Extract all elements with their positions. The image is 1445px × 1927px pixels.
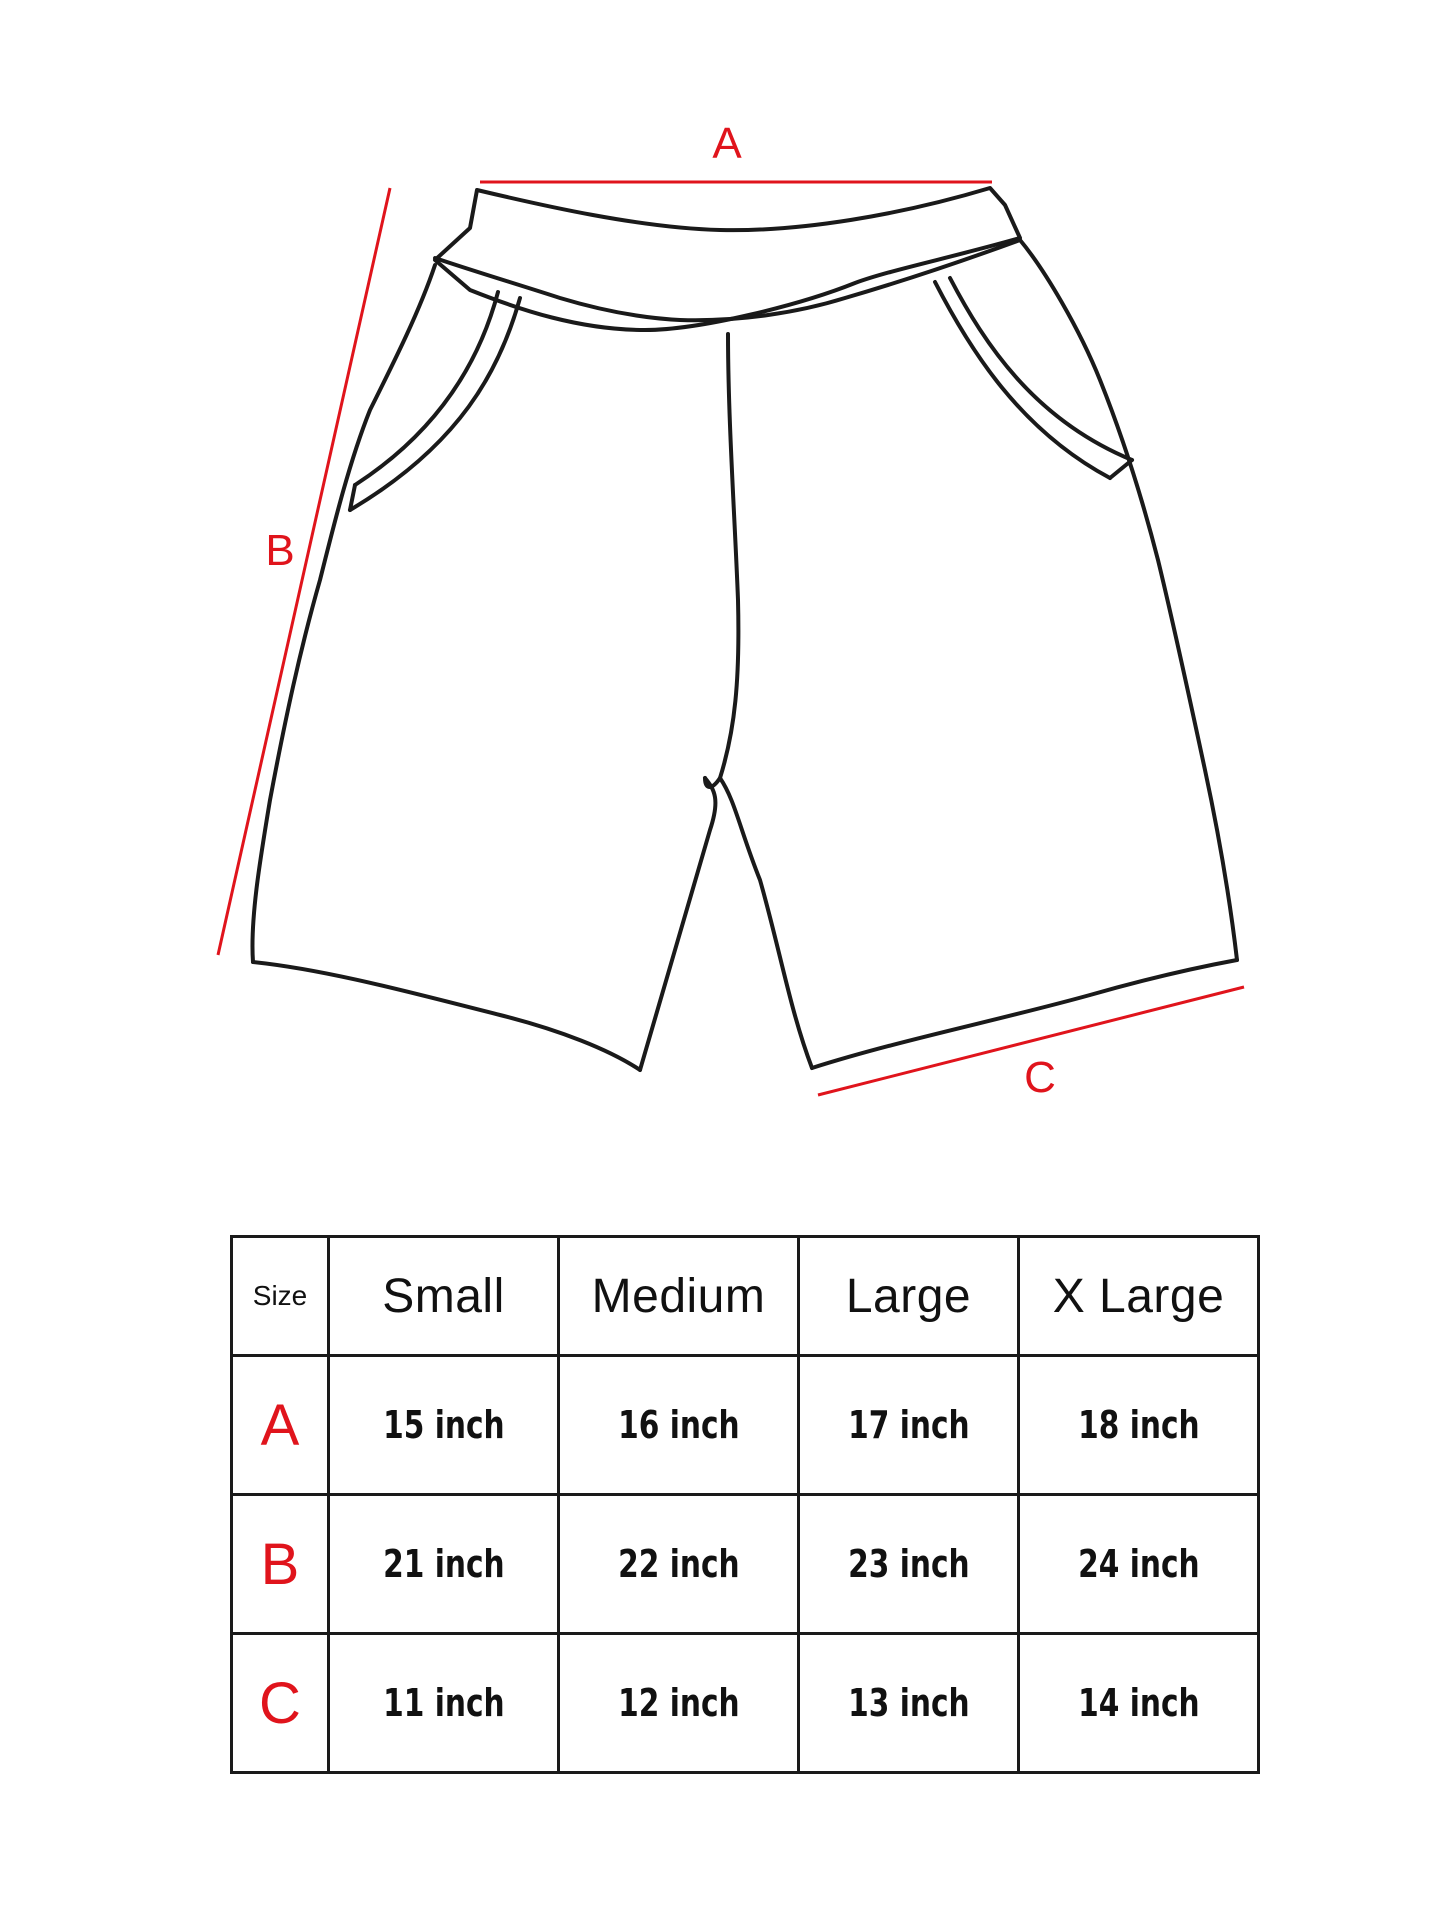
table-cell xyxy=(559,1495,799,1634)
size-chart-table xyxy=(230,1235,1260,1774)
column-header-small xyxy=(329,1237,559,1356)
table-cell xyxy=(559,1356,799,1495)
measurement-value: 21 inch xyxy=(382,1542,505,1586)
measurement-value: 14 inch xyxy=(1077,1681,1200,1725)
table-cell xyxy=(559,1634,799,1773)
row-label: C xyxy=(259,1670,301,1736)
column-header-label: Medium xyxy=(591,1269,766,1323)
column-header-medium xyxy=(559,1237,799,1356)
measurement-value: 17 inch xyxy=(847,1403,970,1447)
table-cell xyxy=(329,1356,559,1495)
size-header-label: Size xyxy=(252,1280,308,1311)
size-header-cell xyxy=(232,1237,329,1356)
measurement-value: 23 inch xyxy=(847,1542,970,1586)
row-label-cell xyxy=(232,1495,329,1634)
column-header-x-large xyxy=(1019,1237,1259,1356)
dimension-label-a: A xyxy=(712,119,742,168)
table-row-b xyxy=(232,1495,1259,1634)
dimension-label-c: C xyxy=(1024,1053,1056,1102)
table-cell xyxy=(799,1634,1019,1773)
row-label: B xyxy=(260,1531,300,1597)
table-cell xyxy=(1019,1356,1259,1495)
column-header-label: Small xyxy=(382,1269,505,1323)
column-header-label: X Large xyxy=(1052,1269,1225,1323)
dimension-line-b xyxy=(218,188,390,955)
measurement-value: 16 inch xyxy=(617,1403,740,1447)
dimension-label-b: B xyxy=(265,526,295,575)
table-cell xyxy=(1019,1634,1259,1773)
table-row-c xyxy=(232,1634,1259,1773)
measurement-value: 22 inch xyxy=(617,1542,740,1586)
measurement-value: 18 inch xyxy=(1077,1403,1200,1447)
table-header-row xyxy=(232,1237,1259,1356)
table-row-a xyxy=(232,1356,1259,1495)
table-cell xyxy=(329,1495,559,1634)
measurement-value: 13 inch xyxy=(847,1681,970,1725)
measurement-value: 24 inch xyxy=(1077,1542,1200,1586)
measurement-value: 11 inch xyxy=(382,1681,505,1725)
row-label-cell xyxy=(232,1634,329,1773)
measurement-value: 12 inch xyxy=(617,1681,740,1725)
table-cell xyxy=(1019,1495,1259,1634)
shorts-outline xyxy=(252,188,1237,1070)
column-header-large xyxy=(799,1237,1019,1356)
table-cell xyxy=(799,1356,1019,1495)
table-cell xyxy=(329,1634,559,1773)
row-label: A xyxy=(260,1392,300,1458)
table-cell xyxy=(799,1495,1019,1634)
measurement-value: 15 inch xyxy=(382,1403,505,1447)
row-label-cell xyxy=(232,1356,329,1495)
column-header-label: Large xyxy=(845,1269,972,1323)
